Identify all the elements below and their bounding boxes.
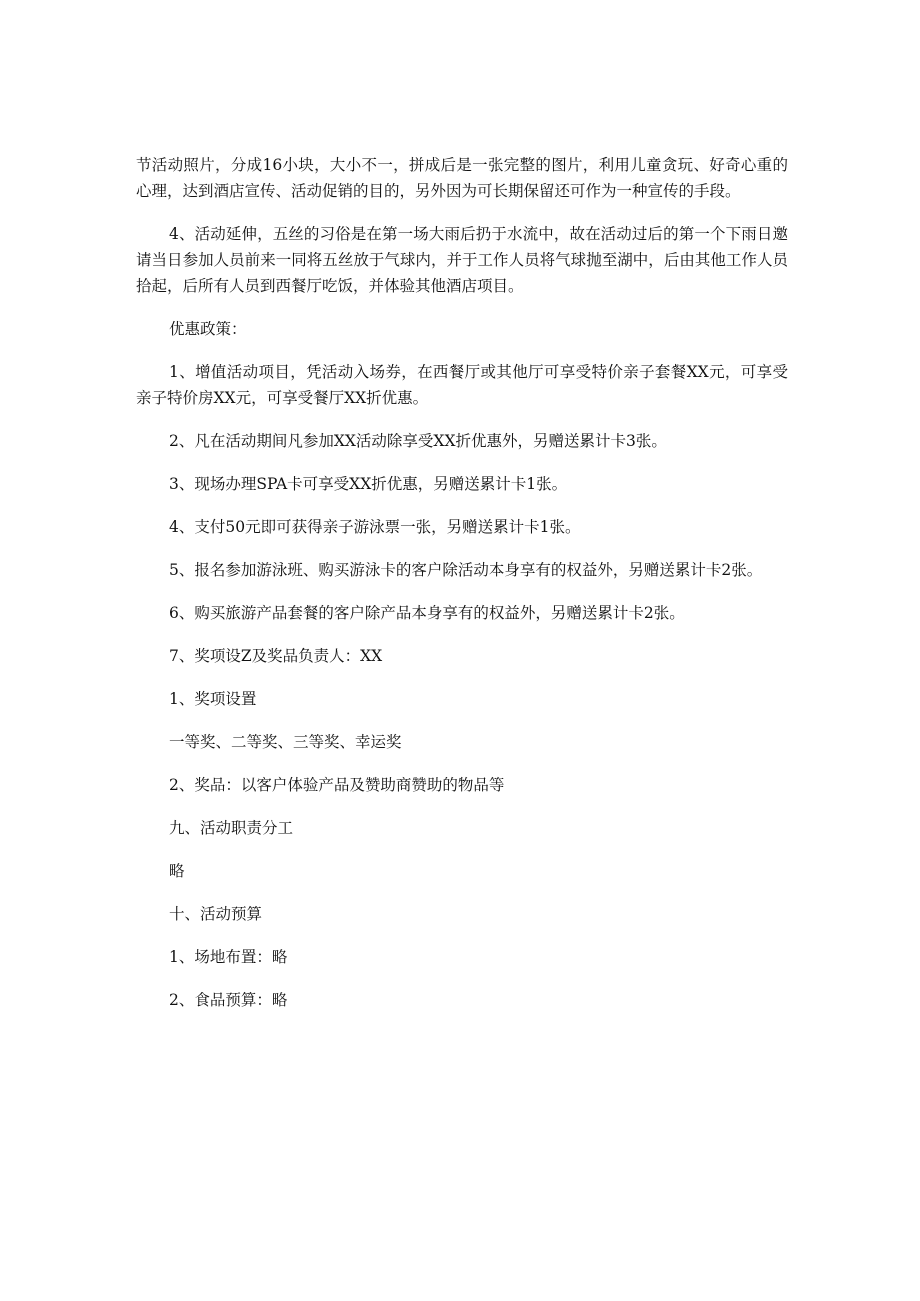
heading-prize-settings: 1、奖项设置 <box>169 690 257 708</box>
paragraph-prize-levels: 一等奖、二等奖、三等奖、幸运奖 <box>169 733 402 751</box>
paragraph-policy-5: 5、报名参加游泳班、购买游泳卡的客户除活动本身享有的权益外，另赠送累计卡2张。 <box>169 561 763 579</box>
paragraph-activity-extension: 4、活动延伸，五丝的习俗是在第一场大雨后扔于水流中，故在活动过后的第一个下雨日邀请当日参加人员前来一同将五丝放于气球内，并于工作人员将气球抛至湖中，后由其他工作人员拾起，后所有人员到西餐厅吃饭，并体验其他酒店项目。 <box>136 225 788 295</box>
paragraph-budget-venue: 1、场地布置：略 <box>169 948 288 966</box>
paragraph-budget-food: 2、食品预算：略 <box>169 991 288 1009</box>
paragraph-photo-puzzle: 节活动照片，分成16小块，大小不一，拼成后是一张完整的图片，利用儿童贪玩、好奇心重的心理，达到酒店宣传、活动促销的目的，另外因为可长期保留还可作为一种宣传的手段。 <box>136 156 788 200</box>
paragraph-prize-owner: 7、奖项设Z及奖品负责人：XX <box>169 647 383 665</box>
heading-discount-policy: 优惠政策： <box>169 320 247 338</box>
paragraph-policy-2: 2、凡在活动期间凡参加XX活动除享受XX折优惠外，另赠送累计卡3张。 <box>169 432 667 450</box>
paragraph-responsibilities-omitted: 略 <box>169 862 185 880</box>
heading-budget: 十、活动预算 <box>169 905 263 923</box>
heading-responsibilities: 九、活动职责分工 <box>169 819 294 837</box>
paragraph-policy-1: 1、增值活动项目，凭活动入场券，在西餐厅或其他厅可享受特价亲子套餐XX元，可享受亲子特价房XX元，可享受餐厅XX折优惠。 <box>136 363 788 407</box>
paragraph-prize-items: 2、奖品：以客户体验产品及赞助商赞助的物品等 <box>169 776 505 794</box>
paragraph-policy-3: 3、现场办理SPA卡可享受XX折优惠，另赠送累计卡1张。 <box>169 475 568 493</box>
document-body <box>136 152 788 1030</box>
paragraph-policy-4: 4、支付50元即可获得亲子游泳票一张，另赠送累计卡1张。 <box>169 518 581 536</box>
paragraph-policy-6: 6、购买旅游产品套餐的客户除产品本身享有的权益外，另赠送累计卡2张。 <box>169 604 685 622</box>
